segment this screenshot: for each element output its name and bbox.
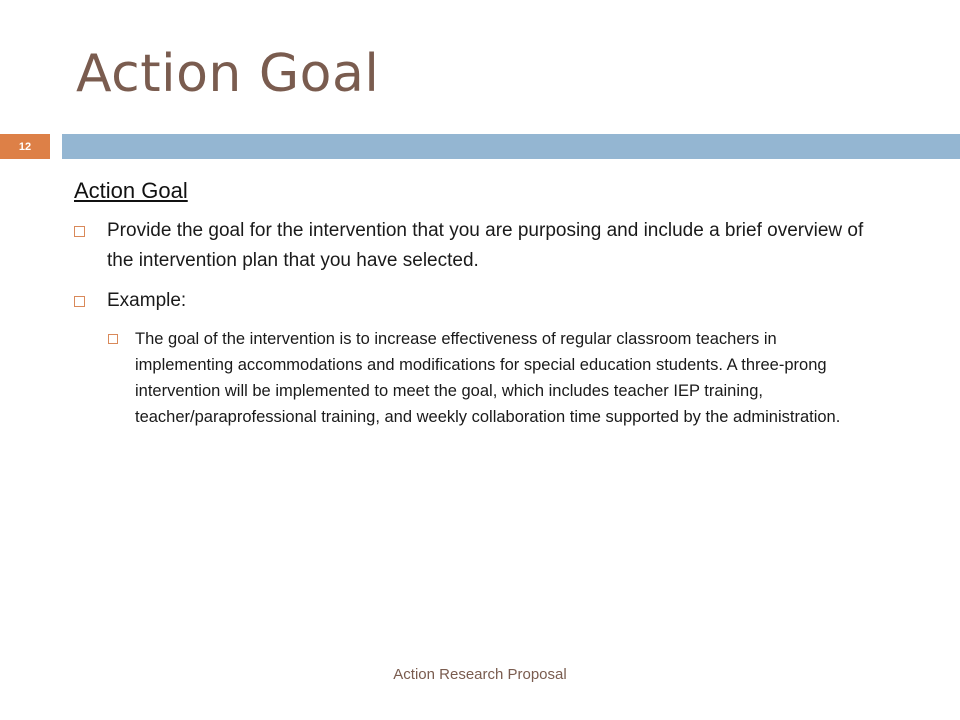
bullet-item [74,216,864,276]
bullet-item [74,286,864,316]
header-rule-bar [62,134,960,159]
section-heading: Action Goal [74,178,188,203]
square-bullet-icon [74,296,85,307]
slide-title: Action Goal [76,44,380,104]
square-bullet-icon [74,226,85,237]
square-bullet-icon [108,334,118,344]
sub-bullet-item [108,326,864,430]
bullet-text: Provide the goal for the intervention that you are purposing and include a brief overview of the intervention plan that you have selected. [107,220,864,271]
slide-footer: Action Research Proposal [393,666,567,683]
sub-bullet-text: The goal of the intervention is to increase effectiveness of regular classroom teachers in implementing accommodations and modifications for special education students. A three-prong intervention will be implemented to meet the goal, which includes teacher IEP training, teacher/paraprofessional training, and weekly collaboration time supported by the administration. [135,330,841,426]
slide-number-badge [0,134,50,159]
slide-content [74,178,864,430]
bullet-text: Example: [107,290,187,311]
slide-number: 12 [18,140,32,153]
